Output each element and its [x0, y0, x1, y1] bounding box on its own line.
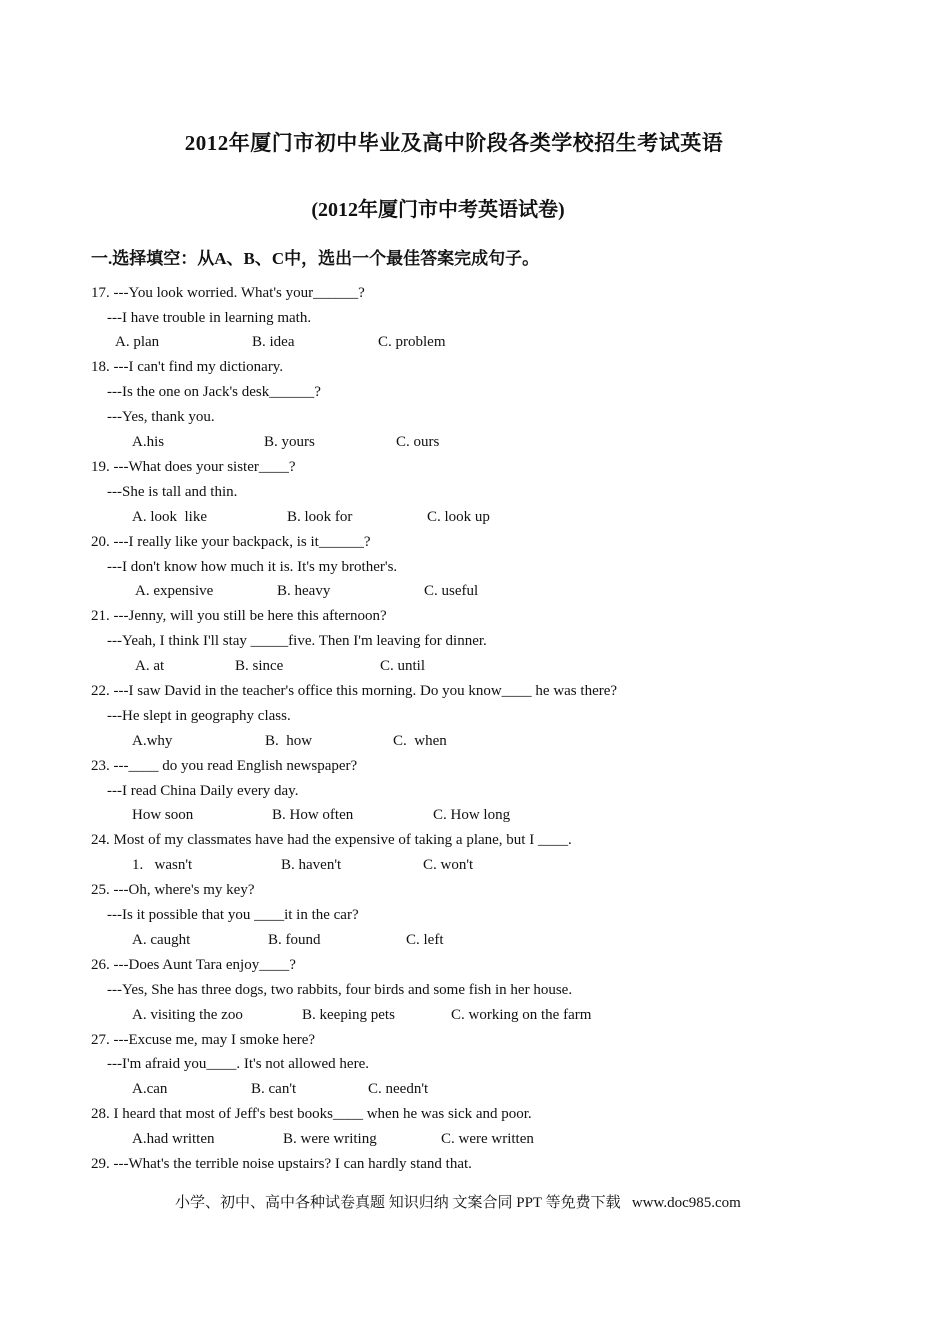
option-c: C. were written: [441, 1131, 534, 1147]
answer-text: ---I don't know how much it is. It's my brother's.: [107, 559, 398, 575]
option-b: B. can't: [251, 1081, 297, 1097]
option-b: B. were writing: [283, 1131, 377, 1147]
answer-text: ---Is it possible that you ____it in the car?: [107, 907, 359, 923]
option-c: C. until: [380, 658, 426, 674]
option-a: 1. wasn't: [132, 857, 193, 873]
question-text: 21. ---Jenny, will you still be here this afternoon?: [91, 608, 387, 624]
answer-text: ---Yes, She has three dogs, two rabbits, four birds and some fish in her house.: [107, 982, 573, 998]
option-a: A. visiting the zoo: [132, 1007, 243, 1023]
answer-text: ---I'm afraid you____. It's not allowed here.: [107, 1056, 369, 1072]
option-c: C. when: [393, 733, 447, 749]
option-a: A. caught: [132, 932, 191, 948]
answer-text: ---Yes, thank you.: [107, 409, 215, 425]
question-text: 28. I heard that most of Jeff's best books____ when he was sick and poor.: [91, 1106, 532, 1122]
option-a: A.why: [132, 733, 173, 749]
option-b: B. yours: [264, 434, 315, 450]
answer-text: ---Yeah, I think I'll stay _____five. Then I'm leaving for dinner.: [107, 633, 487, 649]
question-text: 27. ---Excuse me, may I smoke here?: [91, 1032, 316, 1048]
question-text: 18. ---I can't find my dictionary.: [91, 359, 284, 375]
answer-text: ---I have trouble in learning math.: [107, 310, 312, 326]
option-c: C. won't: [423, 857, 474, 873]
question-text: 29. ---What's the terrible noise upstairs? I can hardly stand that.: [91, 1156, 472, 1172]
question-text: 20. ---I really like your backpack, is it______?: [91, 534, 371, 550]
answer-text: ---She is tall and thin.: [107, 484, 238, 500]
option-c: C. needn't: [368, 1081, 429, 1097]
option-c: C. problem: [378, 334, 446, 350]
question-text: 24. Most of my classmates have had the expensive of taking a plane, but I ____.: [91, 832, 572, 848]
question-text: 22. ---I saw David in the teacher's office this morning. Do you know____ he was there?: [91, 683, 618, 699]
option-a: A.his: [132, 434, 165, 450]
option-b: B. since: [235, 658, 284, 674]
option-a: How soon: [132, 807, 194, 823]
option-b: B. how: [265, 733, 313, 749]
option-a: A. at: [135, 658, 165, 674]
answer-text: ---I read China Daily every day.: [107, 783, 299, 799]
question-text: 17. ---You look worried. What's your______?: [91, 285, 365, 301]
option-b: B. heavy: [277, 583, 331, 599]
option-b: B. look for: [287, 509, 353, 525]
question-text: 19. ---What does your sister____?: [91, 459, 296, 475]
question-text: 25. ---Oh, where's my key?: [91, 882, 255, 898]
option-c: C. working on the farm: [451, 1007, 592, 1023]
question-text: 23. ---____ do you read English newspaper?: [91, 758, 358, 774]
option-b: B. haven't: [281, 857, 342, 873]
option-c: C. ours: [396, 434, 440, 450]
footer-text: 小学、初中、高中各种试卷真题 知识归纳 文案合同 PPT 等免费下载 www.doc985.com: [175, 1195, 741, 1211]
answer-text: ---He slept in geography class.: [107, 708, 291, 724]
option-a: A. expensive: [135, 583, 214, 599]
option-b: B. found: [268, 932, 321, 948]
section-heading: 一.选择填空：从A、B、C中，选出一个最佳答案完成句子。: [91, 249, 540, 268]
page-title: 2012年厦门市初中毕业及高中阶段各类学校招生考试英语: [184, 131, 724, 155]
option-a: A.had written: [132, 1131, 215, 1147]
option-a: A. plan: [115, 334, 160, 350]
question-text: 26. ---Does Aunt Tara enjoy____?: [91, 957, 296, 973]
answer-text: ---Is the one on Jack's desk______?: [107, 384, 321, 400]
option-a: A.can: [132, 1081, 168, 1097]
option-c: C. How long: [433, 807, 511, 823]
option-c: C. useful: [424, 583, 479, 599]
option-b: B. How often: [272, 807, 354, 823]
option-c: C. look up: [427, 509, 490, 525]
page-subtitle: (2012年厦门市中考英语试卷): [311, 199, 565, 221]
option-c: C. left: [406, 932, 444, 948]
option-a: A. look like: [132, 509, 207, 525]
option-b: B. keeping pets: [302, 1007, 395, 1023]
option-b: B. idea: [252, 334, 295, 350]
